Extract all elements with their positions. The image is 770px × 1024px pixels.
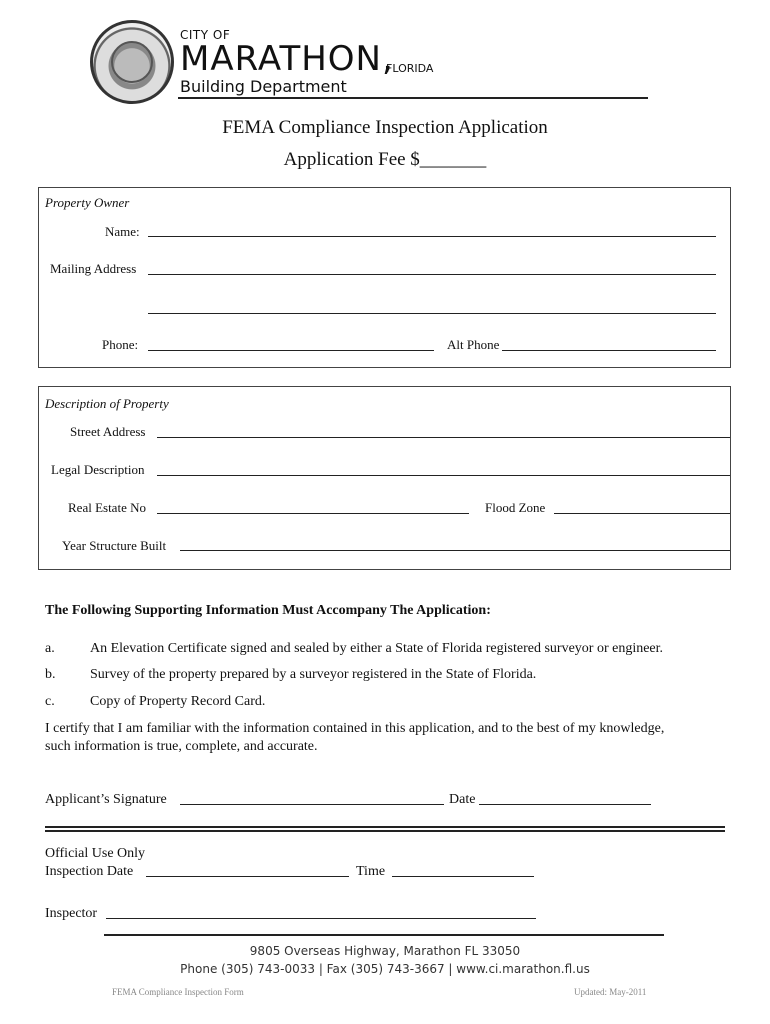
property-description-heading: Description of Property: [45, 396, 169, 411]
official-use-heading: Official Use Only: [45, 846, 146, 861]
legal-description-field[interactable]: [157, 475, 730, 476]
time-label: Time: [356, 864, 386, 879]
phone-label: Phone:: [102, 337, 139, 352]
date-field[interactable]: [479, 804, 651, 805]
brand-city-name: MARATHON,: [180, 39, 394, 79]
applicant-signature-label: Applicant’s Signature: [45, 792, 167, 807]
flood-zone-field[interactable]: [554, 513, 730, 514]
seal-center-icon: [111, 41, 153, 83]
footer-updated: Updated: May-2011: [574, 987, 647, 997]
inspection-date-label: Inspection Date: [45, 864, 134, 879]
city-seal-logo: [90, 20, 174, 104]
section-rule-bottom: [45, 830, 725, 832]
footer-form-name: FEMA Compliance Inspection Form: [112, 987, 244, 997]
page-title: FEMA Compliance Inspection Application: [222, 117, 548, 138]
header-rule: [178, 97, 648, 99]
section-rule-top: [45, 826, 725, 828]
date-label: Date: [449, 792, 476, 807]
certify-text-1: I certify that I am familiar with the information contained in this application, and to the best of my knowledge,: [45, 721, 665, 736]
item-c-text: Copy of Property Record Card.: [90, 694, 266, 709]
footer-address: 9805 Overseas Highway, Marathon FL 33050: [249, 944, 521, 958]
brand-department: Building Department: [180, 77, 347, 96]
real-estate-field[interactable]: [157, 513, 469, 514]
year-built-label: Year Structure Built: [62, 538, 167, 553]
mailing-address-label: Mailing Address: [50, 261, 137, 276]
certify-text-2: such information is true, complete, and accurate.: [45, 739, 318, 754]
application-fee: Application Fee $_______: [283, 149, 487, 170]
alt-phone-label: Alt Phone: [447, 337, 500, 352]
inspection-date-field[interactable]: [146, 876, 349, 877]
mailing-address-field-2[interactable]: [148, 313, 716, 314]
owner-name-label: Name:: [105, 224, 140, 239]
phone-field[interactable]: [148, 350, 434, 351]
property-owner-heading: Property Owner: [45, 195, 130, 210]
property-owner-section: [38, 187, 731, 368]
year-built-field[interactable]: [180, 550, 730, 551]
item-b-text: Survey of the property prepared by a surveyor registered in the State of Florida.: [90, 667, 537, 682]
applicant-signature-field[interactable]: [180, 804, 444, 805]
time-field[interactable]: [392, 876, 534, 877]
inspector-label: Inspector: [45, 906, 98, 921]
item-a-marker: a.: [45, 641, 55, 656]
inspector-field[interactable]: [106, 918, 536, 919]
alt-phone-field[interactable]: [502, 350, 716, 351]
real-estate-label: Real Estate No: [68, 500, 146, 515]
brand-state: FLORIDA: [386, 62, 434, 75]
legal-description-label: Legal Description: [51, 462, 145, 477]
owner-name-field[interactable]: [148, 236, 716, 237]
mailing-address-field[interactable]: [148, 274, 716, 275]
brand-city-of: CITY OF: [180, 28, 231, 42]
item-b-marker: b.: [45, 667, 56, 682]
supporting-heading: The Following Supporting Information Must Accompany The Application:: [45, 603, 491, 618]
street-address-label: Street Address: [70, 424, 146, 439]
footer-contact: Phone (305) 743-0033 | Fax (305) 743-3667 | www.ci.marathon.fl.us: [180, 962, 590, 976]
item-c-marker: c.: [45, 694, 55, 709]
street-address-field[interactable]: [157, 437, 730, 438]
footer-rule: [104, 934, 664, 936]
item-a-text: An Elevation Certificate signed and sealed by either a State of Florida registered surveyor or engineer.: [90, 641, 664, 656]
flood-zone-label: Flood Zone: [485, 500, 546, 515]
